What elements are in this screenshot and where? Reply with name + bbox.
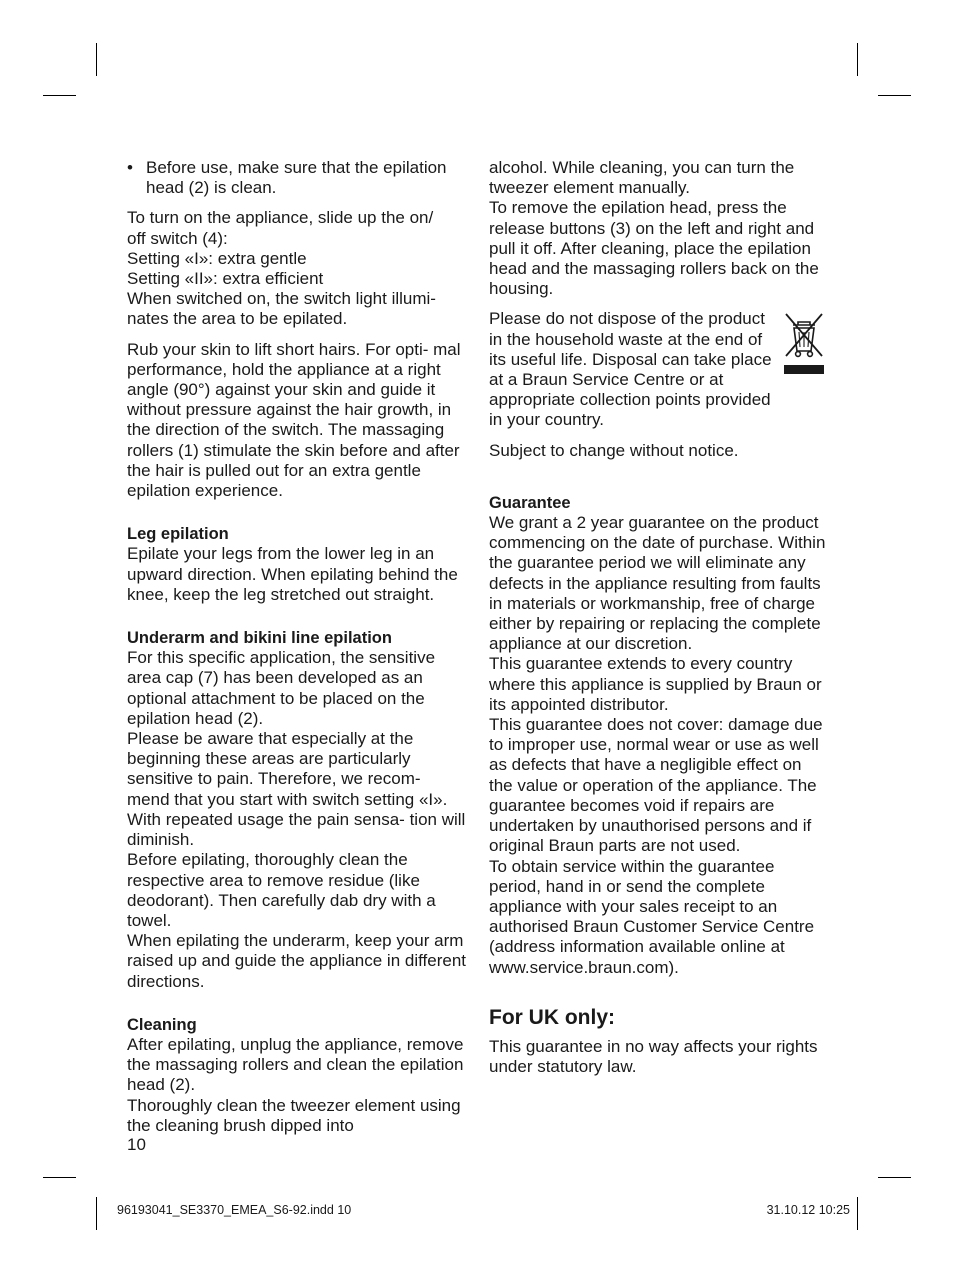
section-text: Thoroughly clean the tweezer element using the cleaning brush dipped into [127,1095,461,1135]
cleaning-continued: To remove the epilation head, press the release buttons (3) on the left and right and pull it off. After cleaning, place the epilation head and the massaging rollers back on the housing. [489,198,819,299]
crop-mark-bottom-right-vertical [857,1197,858,1230]
switch-light-line: nates the area to be epilated. [127,309,348,329]
underarm-section [127,628,467,992]
rub-paragraph: Rub your skin to lift short hairs. For opti- mal performance, hold the appliance at a right angle (90°) against your skin and guide it without pressure against the hair growth, in the direction of the switch. The massaging rollers (1) stimulate the skin before and after the hair is pulled out for an extra gentle epilation experience. [127,339,461,501]
section-text: For this specific application, the sensitive area cap (7) has been developed as an optional attachment to be placed on the epilation head (2). [127,648,436,728]
section-text: We grant a 2 year guarantee on the product commencing on the date of purchase. Within the guarantee period we will eliminate any defects in the appliance resulting from faults in materials or workmanship, free of charge either by repairing or replacing the complete appliance at our discretion. [489,513,826,654]
section-text: To obtain service within the guarantee period, hand in or send the complete appliance with your sales receipt to an authorised Braun Customer Service Centre (address information available online at www.service.braun.com). [489,856,815,977]
footer-datetime: 31.10.12 10:25 [766,1203,850,1217]
crop-mark-top-right-vertical [857,43,858,76]
crop-mark-bottom-left-horizontal [43,1177,76,1178]
crossed-out-wheelie-bin-icon [783,311,825,375]
section-heading: Cleaning [127,1015,197,1034]
right-column [489,158,829,1077]
page-number: 10 [127,1135,146,1154]
bullet-dot: • [127,158,133,177]
cleaning-section [127,1015,467,1136]
disposal-paragraph: Please do not dispose of the product in the household waste at the end of its useful life. Disposal can take place at a Braun Service Centre or at appropriate collection points provided in your country. [489,309,772,430]
crop-mark-bottom-right-horizontal [878,1177,911,1178]
section-heading: Guarantee [489,493,571,512]
uk-text: This guarantee in no way affects your rights under statutory law. [489,1036,818,1076]
section-heading: Underarm and bikini line epilation [127,629,392,648]
left-column [127,158,467,1136]
switch-line: To turn on the appliance, slide up the on/ [127,208,434,228]
section-text: After epilating, unplug the appliance, remove the massaging rollers and clean the epilation head (2). [127,1034,464,1095]
section-text: This guarantee does not cover: damage due to improper use, normal wear or use as well as defects that have a negligible effect on the value or operation of the appliance. The guarantee becomes void if repairs are undertaken by unauthorised persons and if original Braun parts are not used. [489,715,823,856]
section-text: This guarantee extends to every country where this appliance is supplied by Braun or its appointed distributor. [489,654,822,714]
crop-mark-top-left-vertical [96,43,97,76]
subject-to-change: Subject to change without notice. [489,440,739,460]
crop-mark-bottom-left-vertical [96,1197,97,1230]
section-heading: Leg epilation [127,525,229,544]
cleaning-continued: alcohol. While cleaning, you can turn the tweezer element manually. [489,158,795,198]
uk-heading: For UK only: [489,1005,615,1029]
section-text: Before epilating, thoroughly clean the respective area to remove residue (like deodorant). Then carefully dab dry with a towel. [127,850,436,930]
leg-epilation-section [127,524,467,605]
switch-line: Setting «I»: extra gentle [127,248,307,268]
guarantee-section [489,493,829,978]
switch-instructions [127,208,467,329]
bullet-item [127,158,467,198]
switch-light-line: When switched on, the switch light illumi- [127,289,436,309]
uk-section [489,1005,829,1077]
bullet-text: Before use, make sure that the epilation head (2) is clean. [146,158,447,198]
section-text: Please be aware that especially at the beginning these areas are particularly sensitive to pain. Therefore, we recom- mend that you start with switch setting «I». With repeated usage the pain sensa- tion will diminish. [127,729,466,850]
crop-mark-top-left-horizontal [43,95,76,96]
crop-mark-top-right-horizontal [878,95,911,96]
switch-line: off switch (4): [127,228,228,248]
section-text: Epilate your legs from the lower leg in an upward direction. When epilating behind the knee, keep the leg stretched out straight. [127,544,458,604]
switch-line: Setting «II»: extra efficient [127,269,324,289]
footer-file-info: 96193041_SE3370_EMEA_S6-92.indd 10 [117,1203,352,1217]
section-text: When epilating the underarm, keep your arm raised up and guide the appliance in different directions. [127,931,466,991]
